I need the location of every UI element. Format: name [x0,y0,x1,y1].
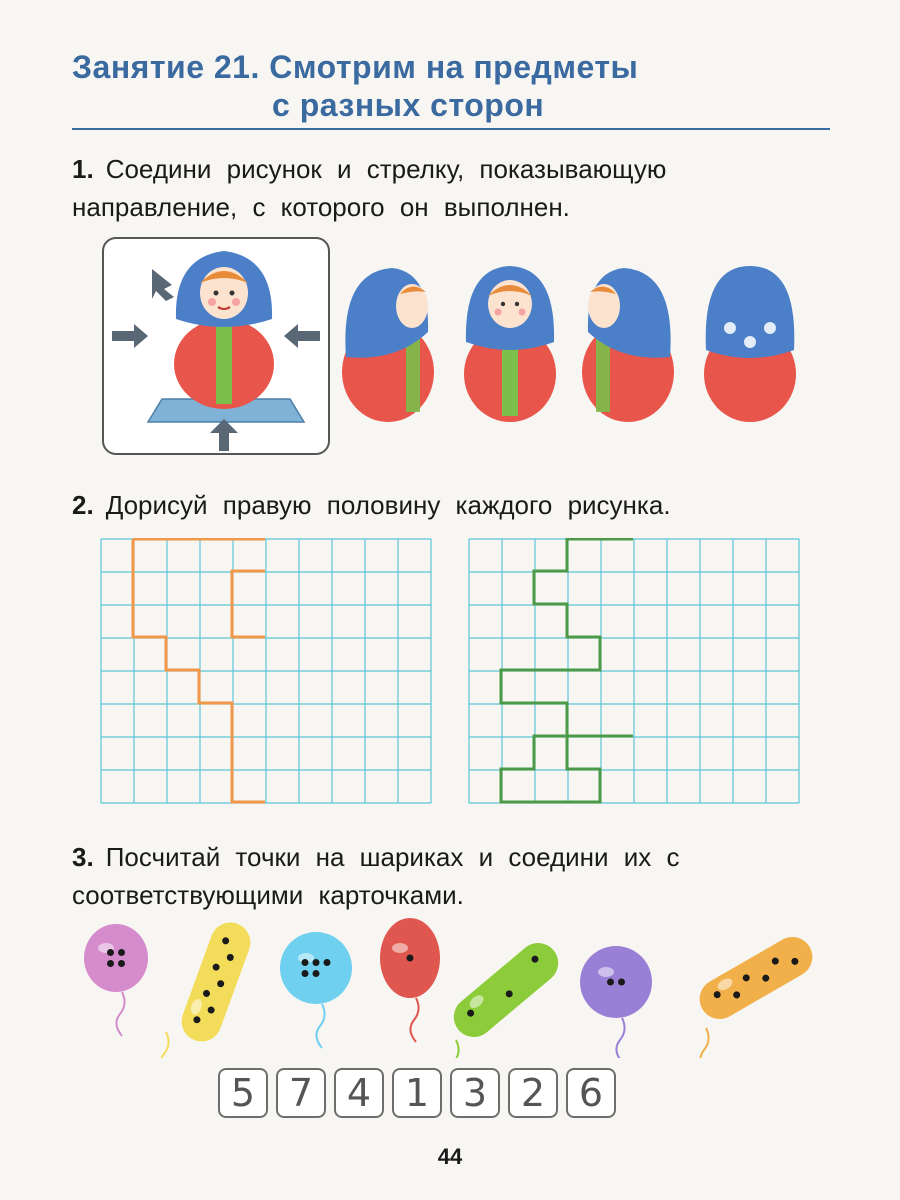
lesson-title-line1: Занятие 21. Смотрим на предметы [72,49,639,85]
balloon-5[interactable] [446,935,567,1045]
task-2-text: Дорисуй правую половину каждого рисунка. [105,490,671,520]
balloon-string [116,992,124,1036]
balloons-row [70,918,830,1058]
matryoshka-front-view [460,262,560,432]
number-card-7[interactable]: 7 [276,1068,326,1118]
matryoshka-side-view-right [580,262,680,432]
arrow-left-icon [112,324,148,348]
task-2-instruction [72,486,832,524]
number-card-1[interactable]: 1 [392,1068,442,1118]
title-divider [72,128,830,130]
number-card-3[interactable]: 3 [450,1068,500,1118]
page-number: 44 [437,1144,463,1169]
balloon-string [700,1028,708,1058]
balloon-string [160,1032,168,1058]
lesson-title-line2: с разных сторон [272,87,545,123]
matryoshka-back-view [700,262,800,432]
grid-right-drawing[interactable] [468,538,804,804]
task-1-instruction [72,150,832,226]
grid-left-drawing[interactable] [100,538,432,804]
doll-apron [216,324,232,404]
balloon-string [616,1018,624,1058]
arrow-bottom-icon [210,419,238,451]
reference-picture-frame [102,237,330,455]
number-card-6[interactable]: 6 [566,1068,616,1118]
balloon-3[interactable] [280,932,352,1004]
task-1-number: 1. [72,154,94,184]
number-card-4[interactable]: 4 [334,1068,384,1118]
task-3-number: 3. [72,842,94,872]
balloon-6[interactable] [580,946,652,1018]
balloon-1[interactable] [84,924,148,992]
number-card-2[interactable]: 2 [508,1068,558,1118]
task-3-text: Посчитай точки на шариках и соедини их с соответствующими карточками. [72,842,680,910]
matryoshka-side-view-left [336,262,436,432]
balloon-string [316,1004,324,1048]
balloon-4[interactable] [380,918,440,998]
task-1-text: Соедини рисунок и стрелку, показывающую направление, с которого он выполнен. [72,154,667,222]
number-card-5[interactable]: 5 [218,1068,268,1118]
task-2-number: 2. [72,490,94,520]
arrow-right-icon [284,324,320,348]
arrow-top-left-icon [152,269,174,301]
balloon-string [410,998,418,1042]
lesson-title [72,48,638,124]
balloon-7[interactable] [692,930,819,1027]
matryoshka-on-stand-with-arrows [104,239,328,453]
task-3-instruction [72,838,832,914]
number-cards [218,1068,616,1118]
balloon-string [450,1040,458,1058]
balloon-2[interactable] [176,918,256,1047]
